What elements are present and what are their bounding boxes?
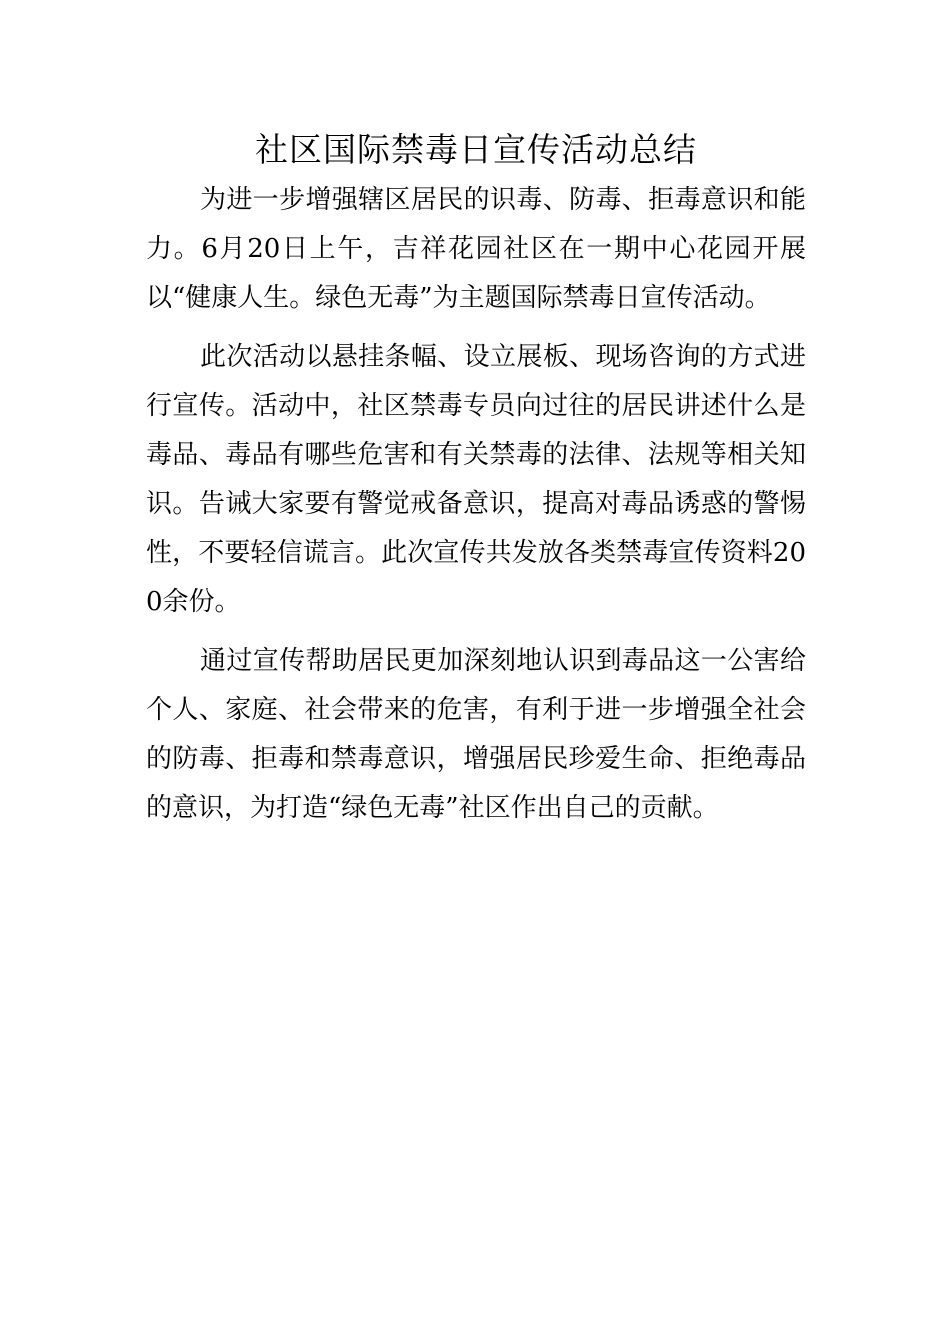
paragraph-conclusion: 通过宣传帮助居民更加深刻地认识到毒品这一公害给个人、家庭、社会带来的危害，有利于进一步增强全社会的防毒、拒毒和禁毒意识，增强居民珍爱生命、拒绝毒品的意识，为打造“绿色无毒”社区作出自己的贡献。 bbox=[146, 646, 806, 823]
paragraph-activity: 此次活动以悬挂条幅、设立展板、现场咨询的方式进行宣传。活动中，社区禁毒专员向过往的居民讲述什么是毒品、毒品有哪些危害和有关禁毒的法律、法规等相关知识。告诫大家要有警觉戒备意识，提高对毒品诱惑的警惕性，不要轻信谎言。此次宣传共发放各类禁毒宣传资料200余份。 bbox=[146, 342, 806, 617]
document-page bbox=[146, 128, 806, 843]
paragraph-intro: 为进一步增强辖区居民的识毒、防毒、拒毒意识和能力。6月20日上午，吉祥花园社区在一期中心花园开展以“健康人生。绿色无毒”为主题国际禁毒日宣传活动。 bbox=[146, 185, 806, 313]
document-title: 社区国际禁毒日宣传活动总结 bbox=[255, 130, 697, 169]
